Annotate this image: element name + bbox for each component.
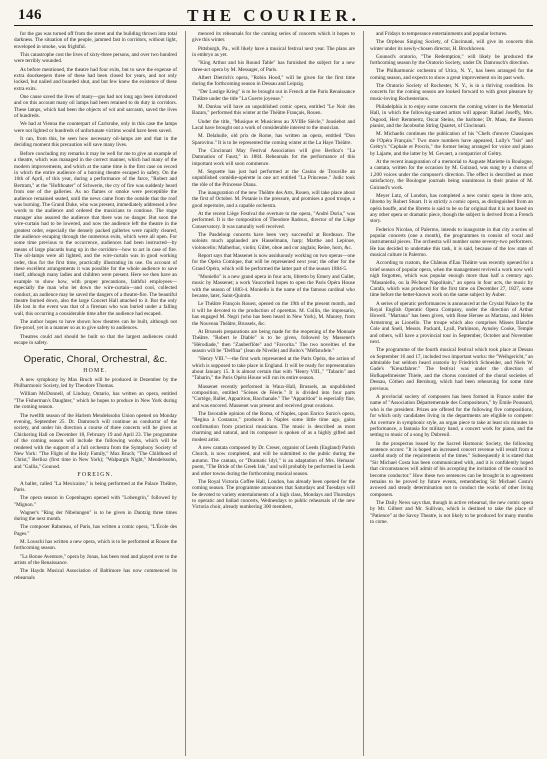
column-3 (363, 31, 533, 756)
paragraph: The inauguration of the new Théâtre des Arts, Rouen, will take place about the first of October. M. Potanie is the pressure, and promises a good troupe, a good repertoire, and a capable orchestra. (192, 189, 355, 209)
paragraph: At the recent Liège Festival the overture to the opera, "André Doria," was performed. It is the composition of Theodore Radoux, director of the Liège Conservatory. It was naturally well received. (192, 210, 355, 230)
column-1 (14, 31, 177, 756)
paragraph: M. Michaelis continues the publication of his "Chefs d'œuvre Classiques de l'Opéra Français." Two more numbers have appeared, Lully's "Isis" and Grétry's "Cephale et Procris," the former being arranged for voice and piano by Lajarte, and the latter by M. Gevaert, a compatriot of Grétry. (370, 131, 533, 157)
article-columns (14, 31, 533, 756)
paragraph: A new cantata composed by Dr. Creser, organist of Leeds (England) Parish Church, is now completed, and will be submitted to the public during the autumn. The cantata, or "Dramatic Idyl," is an adaptation of Mrs. Hemans' poem, "The Bride of the Greek Isle," and will probably be performed in Leeds and other towns during the forthcoming musical season. (192, 444, 355, 477)
paragraph: The Haydn Musical Association of Baltimore has now commenced its rehearsals (14, 568, 177, 581)
section-rule (44, 349, 147, 350)
home-news (14, 377, 177, 470)
paragraph: We had at Vienna the counterpart of Carlsruhe, only in this case the lamps were not lighted or hundreds of unfortunate victims would have been saved. (14, 121, 177, 134)
paragraph: M. Duréau will have an unpublished comic opera, entitled "Le Noir des Bazars," performed this winter at the Théâtre Français, Rouen. (192, 104, 355, 117)
paragraph: At the recent inauguration of a memorial to Auguste Mariette in Boulogne, a cantata, written for the occasion by M. Guiraud, was sung by a chorus of 1,200 voices under the composer's direction. The effect is described as most satisfactory, the Boulogne journals being unanimous in their praise of M. Guiraud's work. (370, 158, 533, 191)
paragraph: The programme of the fourth musical festival which took place at Dessau on September 16 and 17, included two important works: the "Weihgericht," an admirable but seldom heard oratorio by Friedrich Schneider, and Niels W. Gade's "Kreuzfahrer." The festival was under the direction of Hofkapellmeister Thiele, and the chorus consisted of the choral societies of Dessau, Cöthen and Bernburg, which had been rehearsing for some time previous. (370, 347, 533, 392)
paragraph: The opera season in Copenhagen opened with "Lohengrin," followed by "Mignon." (14, 495, 177, 508)
paragraph: menced its rehearsals for the coming series of concerts which it hopes to give this winter. (192, 31, 355, 44)
paragraph: William McDonnell, of Lindsay, Ontario, has written an opera, entitled "The Fisherman's Daughter," which he hopes to produce in New York during the coming season. (14, 391, 177, 411)
paragraph: The Royal Victoria Coffee Hall, London, has already been opened for the coming season. The programme announces that Saturdays and Tuesdays will be devoted to variety entertainments of a high class, Mondays and Thursdays to operatic and ballad concerts, Wednesdays to public rehearsals of the new Victoria choir, already numbering 300 members, (192, 478, 355, 511)
paragraph: Pittsburgh, Pa., will likely have a musical festival next year. The plans are in embryo as yet. (192, 45, 355, 59)
paragraph: The author hopes to have shown how theatres can be built, although not fire-proof, yet in a manner so as to give safety to audiences. (14, 319, 177, 332)
paragraph: In the prospectus issued by the Sacred Harmonic Society, the following sentence occurs: "It is hoped an increased concert revenue will result from a careful study of the requirements of the times." Subsequently it is stated that "Sir Michael Costa has been communicated with, and it is confidently hoped that circumstances will admit of his accepting the invitation of the council to become conductor." How these two sentences can be brought in to agreement remains to be proved by future events, remembering Sir Michael Costa's avowed and steady determination not to conduct the works of other living composers. (370, 440, 533, 498)
paragraph: "Moniello" is a new grand opera in four acts, libretto by Emery and Gallet, music by Massenet; a work Vaucorbeil hopes to open the Paris Opéra House with the season of 1883-4. Moniello is the name of the famous cardinal who became, later, Saint-Quintin. (192, 273, 355, 300)
paragraph: Report says that Massenet is now assiduously working on two operas—one for the Opéra Comique, that will be represented next year; the other for the Grand Opéra, which will be performed the latter part of the season 1884-5. (192, 252, 355, 272)
paragraph: for the gas was turned off from the street and the building thrown into total darkness. The situation of the people, jammed fast in corridors, without light, enveloped in smoke, was frightful. (14, 31, 177, 50)
section-title: Operatic, Choral, Orchestral, &c. (23, 354, 168, 366)
paragraph: A ballet, called "La Mexicaine," is being performed at the Palace Théâtre, Paris. (14, 480, 177, 493)
paragraph: The favorable opinion of the Roma, of Naples, upon Enrico Surzo's opera, "Regina à Costanzo," produced in Naples some little time ago, gains confirmation from practical musicians. The music is described as most charming and natural, and its composer is spoken of as a highly gifted and modest artist. (192, 411, 355, 443)
paragraph: The Pasdeloup concerts have been very successful at Bordeaux. The soloists much applauded are Hasselmann, harp; Marthe and Lepinoe, violoncello; Malherbac, violin; Gillet, oboe and cor anglais; Reine, horn, &c. (192, 231, 355, 251)
masthead-title: THE COURIER. (187, 6, 360, 25)
paragraph: Philadelphia is to enjoy some concerts the coming winter in the Memorial Hall, in which the following-named artists will appear: Rafael Joseffy, Mrs. Osgood, Herr Remmertz, Oscar Steins, the baritone; Dr. Maas, the Boston pianist, and the Jacobsohn String Quartet, of Cincinnati. (370, 104, 533, 130)
paragraph: and Fridays to temperance entertainments and popular lectures. (376, 31, 508, 37)
paragraph: According to custom, the Château d'Eau Théâtre was recently opened for a brief season of popular opera, when the management revived a work now well nigh forgotten, which was popular enough more than half a century ago. "Masaniello, ou la Pêcheur Napolitain," an opera in four acts, the music by Carafa, which was produced for the first time on December 27, 1827, some time before the better-known work on the same subject by Auber. (370, 260, 533, 299)
col2-body (192, 31, 355, 511)
paragraph: M. Louschi has written a new opera, which is to be performed at Rouen the forthcoming season. (14, 539, 177, 552)
paragraph: A series of operatic performances is announced at the Crystal Palace by the Royal English Operatic Opera Company, under the direction of Arthur Howell. "Martana" has been given, with Rose Hersee as Martana, and Helen Armstrong as Lionello. The troupe which also comprises Misses Blanche Cole and Snell, Messrs. Packard, Lyall, Parkinson, Aynsley Cooke, Temple and others, will have a provincial tour in September, October and November next. (370, 300, 533, 346)
paragraph: "Henry VIII."—the first work represented at the Paris Opéra, the action of which is supposed to take place in England. It will be ready for representation about January 15. It is almost certain that with "Henry VIII.," "Tabarin" and "Tabarin," the Paris Opéra House will run its entire season. (192, 356, 355, 382)
paragraph: The Philharmonic orchestra of Utica, N. Y., has been arranged for the coming season, and expects to show a great improvement on its past work. (370, 68, 533, 81)
paragraph: Gounod's oratorio, "The Redemption," will likely be produced the forthcoming season by the Oratorio Society, under Dr. Damrosch's direction. (370, 53, 533, 67)
paragraph: M. Delahulle, old prix de Rome, has written an opera, entitled "Don Sparovino." It is to be represented the coming winter at the La Haye Théâtre. (192, 133, 355, 146)
paragraph: "King Arthur and his Round Table" has furnished the subject for a new three-act opera by M. Messager, of Paris. (192, 60, 355, 73)
page-number: 146 (18, 7, 42, 23)
paragraph: Wagner's "Ring der Nibelungen" is to be given in Dantzig three times during the next month. (14, 509, 177, 523)
paragraph: The Oratorio Society of Rochester, N. Y., is in a thriving condition. Its concerts for the coming season are looked forward to with great pleasure by music-loving Rochesterians. (370, 83, 533, 102)
paragraph: One cause saved the lives of many—gas had not long ago been introduced and on this account many oil lamps had been retained to do duty in corridors. These lamps, which had been the objects of wit and sarcasm, saved the lives of hundreds. (14, 94, 177, 120)
paragraph: At Brussels preparations are being made for the reopening of the Monnaie Théâtre. "Robert le Diable" is to be given, followed by Massenet's "Hérodiade," then "Zauberflöte" and "Favorita." The two novelties of the season will be "Delfina" (Jean de Nivelle) and Boito's "Méfistofele." (192, 328, 355, 355)
paragraph: A new symphony by Max Bruch will be produced in Dezember by the Philharmonic Society, led by Theodore Thomas. (14, 376, 177, 390)
paragraph: The Cincinnati May Festival Association will give Berlioz's "La Damnation of Faust," in 1884. Rehearsals for the performance of this important work will soon commence. (192, 147, 355, 167)
paragraph: Albert Dietrich's opera, "Robin Hood," will be given for the first time during the forthcoming season in Dessau and Leipzig. (192, 74, 355, 88)
paragraph: It can, from this, be seen how necessary oil-lamps are and that in the deciding moment this precaution will save many lives. (14, 136, 177, 149)
foreign-news (14, 481, 177, 581)
page-header (14, 5, 533, 26)
paragraph: Under the title, "Musique et Musiciens au XVIIIe Siècle," Jouslebot and Lacal have brought out a work of considerable interest to the musician. (192, 118, 355, 132)
paragraph: "La Bonne Aventure," opera by Jonas, has been read and played over to the artists of the Renaissance. (14, 553, 177, 567)
paragraph: Massenet recently performed in Waux-Hall, Brussels, an unpublished composition, entitled "Scènes de Féerie." It is divided into four parts "Cortège, Ballet, Apparition, Bacchanale." The "Apparition" is especially fine, and was encored. Massenet was present and received great ovations. (192, 383, 355, 409)
paragraph: The composer Rabuteau, of Paris, has written a comic opera, "L'École des Pages." (14, 524, 177, 537)
paragraph: Before concluding my remarks it may be well for me to give an example of a theatre, which was managed in the correct manner, which had many of the modern improvements, and which at the same time is the first case on record in which the entire audience of a burning theatre escaped in safety. On the 16th of April, of this year, during a performance of the farce, "Robert and Bertram," at the "Hofthoater" of Schwerin, the cry of fire was suddenly heard from one of the galleries. As no flames or smoke were perceptible the audience remained seated, until the news came from the outside that the roof was burning. The Grand Duke, who was present, immediately addressed a few words to the audience and ordered the musicians to continue. The stage manager also assured the audience that there was no danger. But soon the wire-curtain had to be lowered, and now the audience left the theatre in the greatest order, especially the densely packed galleries were rapidly cleared, the audience escaping through the numerous exits, which were all open. For some time previous to the occurrence, audiences had been instructed—by means of large placards hung up in the corridors—how to act in case of fire. The oil-lamps were all lighted, and the wire-curtain was in good working order, thus for the first time, practically illustrating its use. On account of these excellent arrangements it was possible for the whole audience to save itself, although many ladies and children were present. Here we then have an example to show how, with proper precautions, faithful employees—especially the man who let down the wire-curtain—and cool, collected conduct, an audience may be saved the dangers of a theatre-fire. The beautiful theatre burned down, also the large Concert Hall attached to it. But the only life lost in the event was that of a fireman who was buried under a falling wall, this occurring a considerable time after the audience had escaped. (14, 150, 177, 317)
paragraph: Theatres could and should be built so that the largest audiences could escape in safety. (14, 333, 177, 347)
foreign-subhead: FOREIGN. (77, 472, 114, 479)
paragraph: M. Seguette has just had performed at the Casino de Trouville an unpublished comédie-opérette in one act entitled "La Princesse." Judic took the rôle of the Princesse Diana. (192, 168, 355, 188)
paragraph: Le Théâtre François Rouen, opened on the 19th of the present month, and it will be devoted to the production of operettas. M. Collin, the impresario, has engaged M. Negri (who has been heard in New York), M. Maurey, from the Nouveau Théâtre, Brussels, &c. (192, 301, 355, 327)
col3-body (370, 31, 533, 526)
paragraph: The twelfth season of the Harlem Mendelssohn Union opened on Monday evening, September 25. Dr. Damrosch will continue as conductor of the society, and under his direction a course of three concerts will be given at Chickering Hall on December 18, February 19 and April 23. The programme of the coming season will include the following works, which will be rendered with the support of a full orchestra from the Symphony Society of New York: "The Flight of the Holy Family," Max Bruch; "The Childhood of Christ," Berlioz (first time in New York); "Walpurgis Night," Mendelssohn, and "Gallia," Gounod. (14, 412, 177, 470)
home-subhead: HOME. (83, 368, 108, 375)
paragraph: "Der Lustige Krieg" is to be brought out in French at the Paris Renaissance Théâtre under the title "La Guerre joyeuse." (192, 89, 355, 102)
col1-body (14, 31, 177, 346)
paragraph: The Daily News says that, though in active rehearsal, the new comic opera by Mr. Gilbert and Mr. Sullivan, which is destined to take the place of "Patience" at the Savoy Theatre, is not likely to be produced for many months to come. (370, 499, 533, 526)
paragraph: As before mentioned, the theatre had four exits, but to save the expense of extra doorkeepers three of these had been closed for years, and not only locked, but nailed and boarded shut, and but few knew the existence of these extra exits. (14, 66, 177, 92)
paragraph: Federico Nicolao, of Palermo, intends to inaugurate in that city a series of popular concerts (one a month), the programmes to consist of vocal and instrumental pieces. The orchestra will number some seventy-two performers. He has decided to undertake this task, it is said, because of the low state of musical culture in Palermo. (370, 226, 533, 259)
paragraph: A provincial society of composers has been formed in France under the name of "Association Départementale des Compositeurs," by Émile Poussard, who is the president. Prizes are offered for the following five compositions, for which only candidates living in the departments are eligible to compete: An overture in symphonic style, an organ piece to take at least six minutes in performance, a fantasia for military band, a concert work for piano, and the setting to music of a song by Dubreuil. (370, 393, 533, 439)
paragraph: The Orpheus Singing Society, of Cincinnati, will give its concerts this winter under its newly-chosen director, H. Brockhoven. (370, 39, 533, 52)
paragraph: Meyer Lutz, of London, has completed a new comic opera in three acts, libretto by Robert Stuart. It is strictly a comic opera, as distinguished from an opéra bouffe, and the libretto is said to be so far original that it is not based on any other opera or dramatic piece, though the subject is derived from a French story. (370, 192, 533, 225)
column-2 (185, 31, 355, 756)
paragraph: This catastrophe cost the lives of sixty-three persons, and over two hundred were terribly wounded. (14, 52, 177, 65)
